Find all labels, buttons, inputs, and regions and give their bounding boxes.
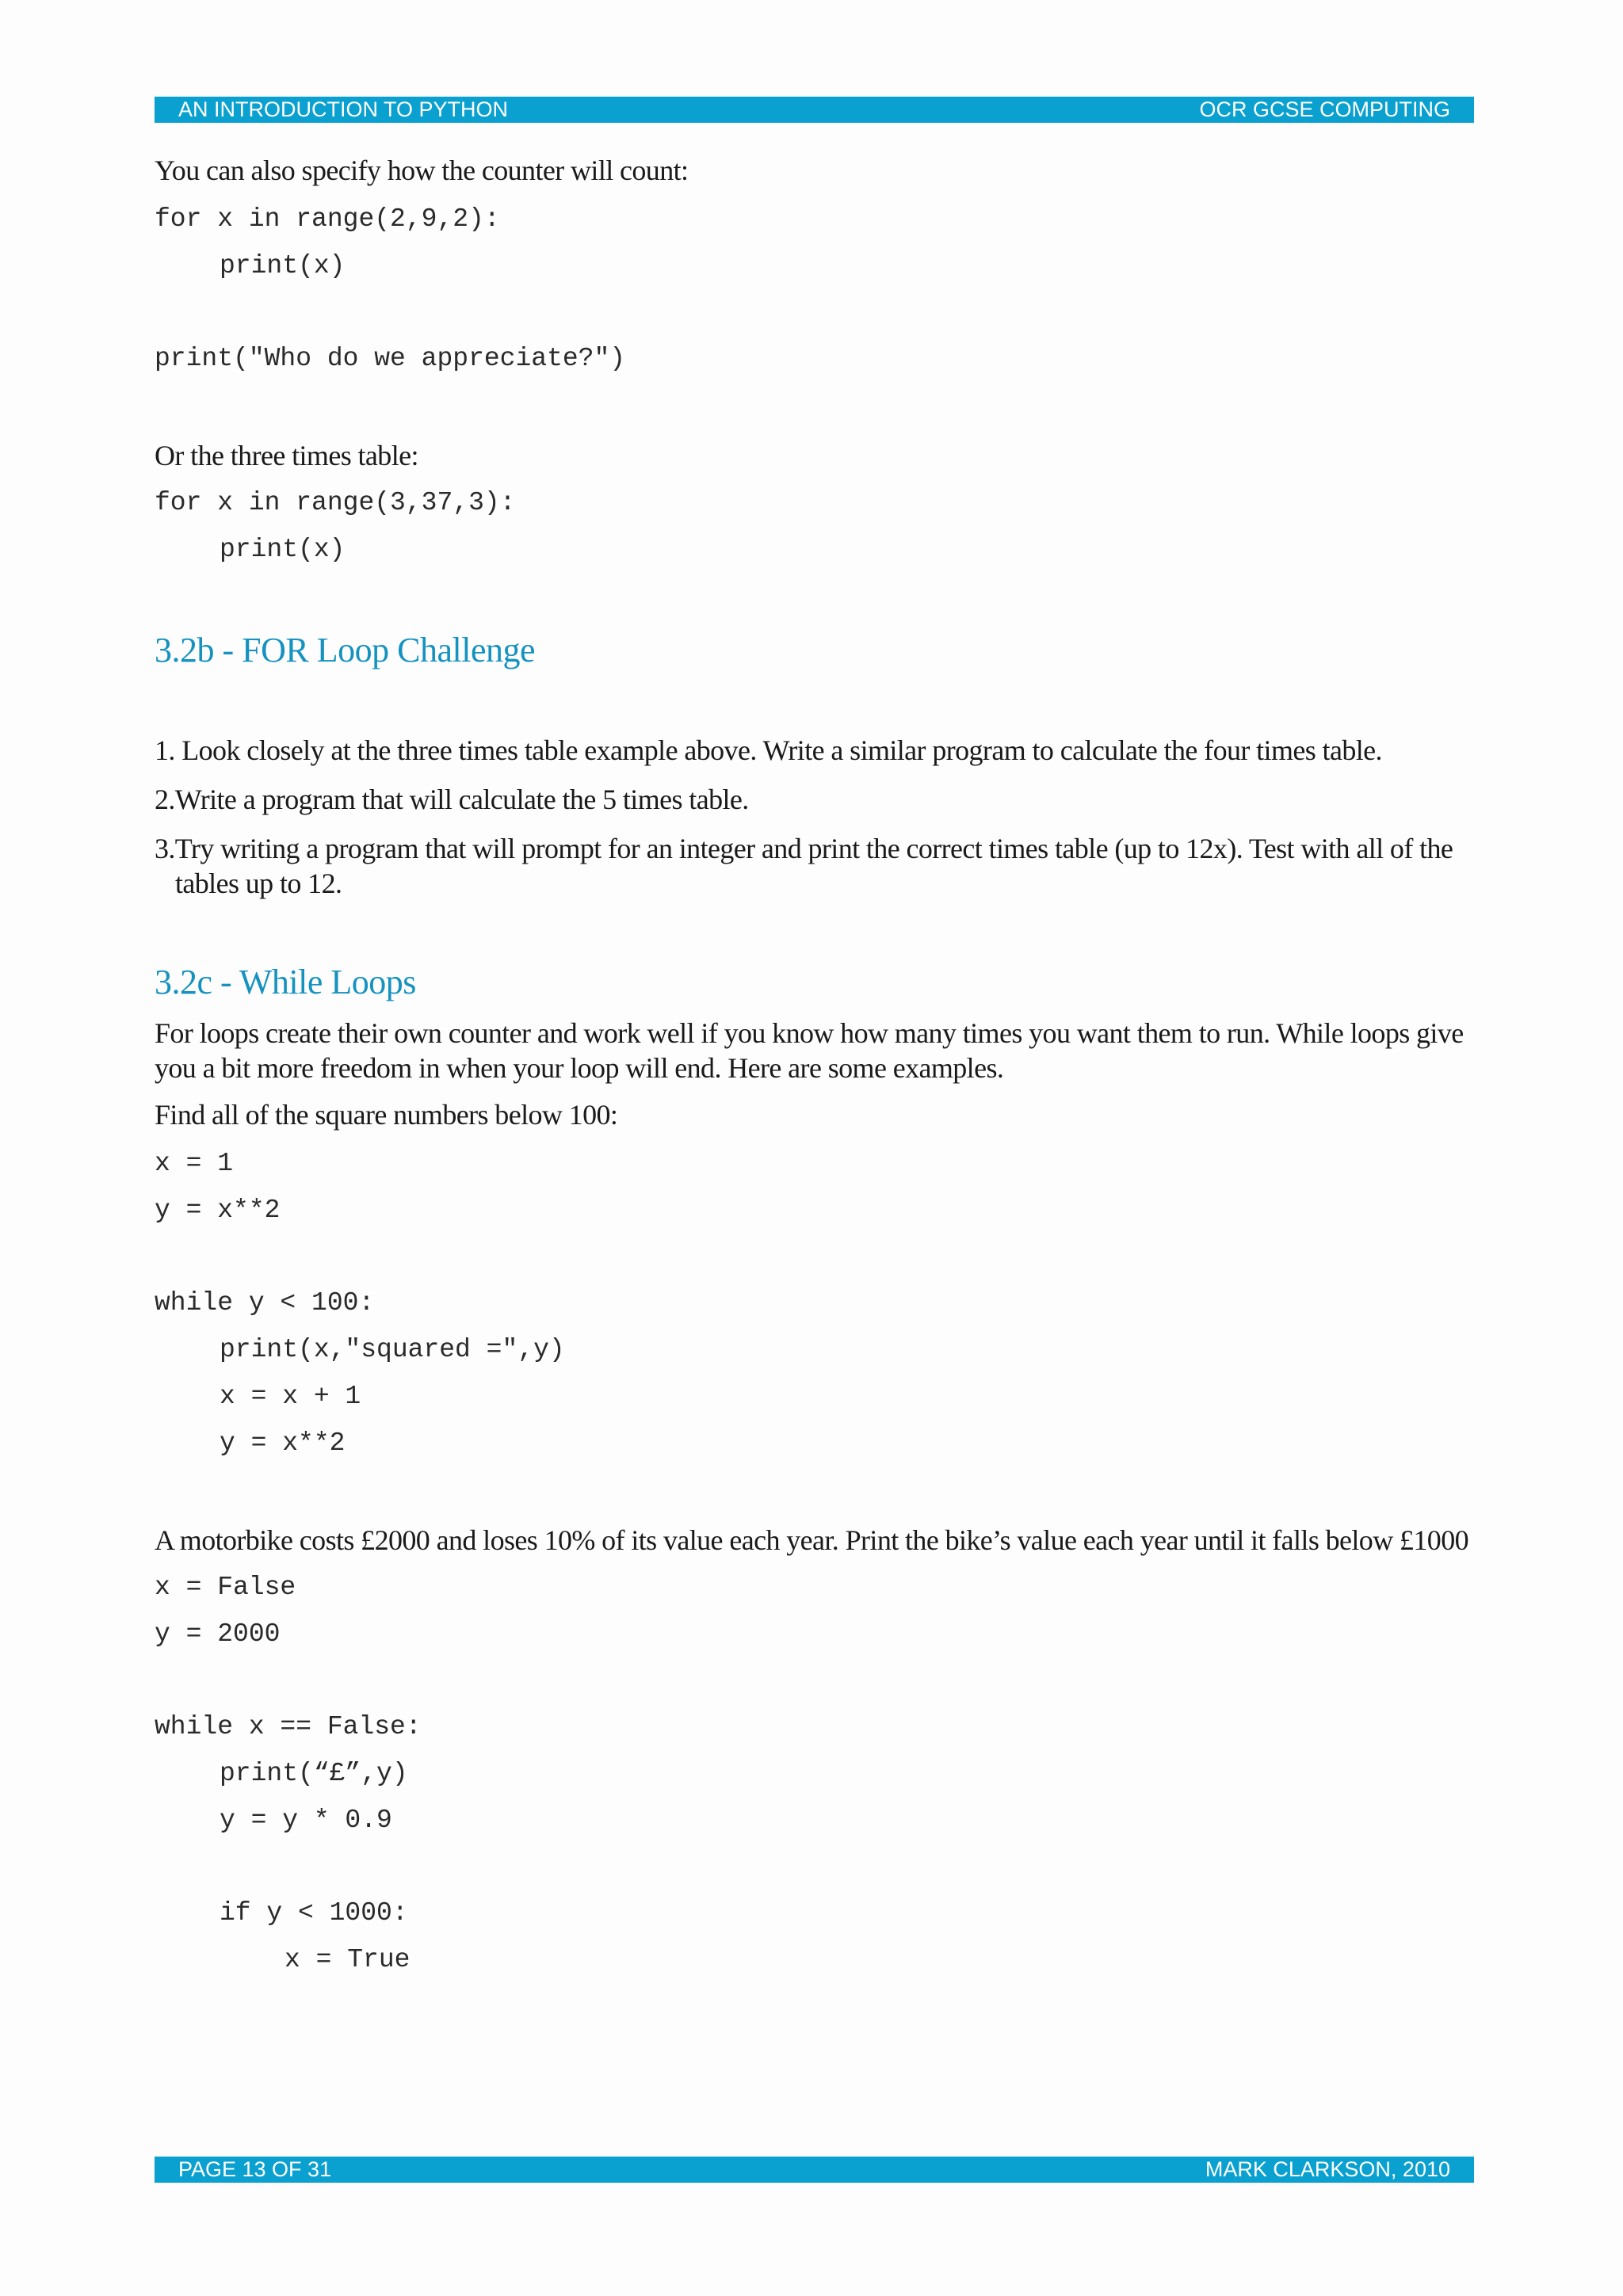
challenge-item: 3.Try writing a program that will prompt for an integer and print the correct times table (up to 12x). Test with all of the tables up to 12. bbox=[155, 833, 1453, 899]
header-course: OCR GCSE COMPUTING bbox=[1199, 97, 1450, 121]
code-line: y = 2000 bbox=[155, 1619, 281, 1649]
code-line: x = True bbox=[285, 1945, 411, 1974]
header-bar bbox=[155, 97, 1474, 123]
code-line: print(x) bbox=[220, 251, 346, 280]
code-line: x = x + 1 bbox=[220, 1382, 361, 1411]
while-intro: For loops create their own counter and work well if you know how many times you want them to run. While loops give you a bit more freedom in when your loop will end. Here are some examples. bbox=[155, 1017, 1464, 1084]
page-number: PAGE 13 OF 31 bbox=[178, 2157, 332, 2181]
code-line: for x in range(3,37,3): bbox=[155, 488, 516, 517]
code-line: while x == False: bbox=[155, 1712, 422, 1741]
code-line: print(x) bbox=[220, 535, 346, 564]
squares-text: Find all of the square numbers below 100: bbox=[155, 1099, 618, 1131]
bike-text: A motorbike costs £2000 and loses 10% of its value each year. Print the bike’s value each year until it falls below £1000 bbox=[155, 1524, 1469, 1556]
challenge-item: 2.Write a program that will calculate the 5 times table. bbox=[155, 784, 749, 815]
challenge-item: 1. Look closely at the three times table example above. Write a similar program to calculate the four times table. bbox=[155, 734, 1382, 766]
intro-text: You can also specify how the counter will count: bbox=[155, 154, 689, 186]
code-line: for x in range(2,9,2): bbox=[155, 204, 500, 234]
author-credit: MARK CLARKSON, 2010 bbox=[1205, 2157, 1450, 2181]
footer-bar bbox=[155, 2157, 1474, 2183]
code-line: y = y * 0.9 bbox=[220, 1806, 392, 1835]
challenge-heading: 3.2b - FOR Loop Challenge bbox=[155, 631, 536, 669]
three-times-text: Or the three times table: bbox=[155, 440, 418, 471]
code-line: print(x,"squared =",y) bbox=[220, 1335, 565, 1364]
code-line: x = False bbox=[155, 1573, 296, 1602]
header-title: AN INTRODUCTION TO PYTHON bbox=[178, 97, 509, 121]
code-line: y = x**2 bbox=[155, 1196, 281, 1225]
code-line: print(“£”,y) bbox=[220, 1759, 408, 1788]
code-line: y = x**2 bbox=[220, 1428, 346, 1458]
code-line: while y < 100: bbox=[155, 1288, 375, 1318]
code-line: x = 1 bbox=[155, 1149, 234, 1178]
while-heading: 3.2c - While Loops bbox=[155, 963, 416, 1001]
code-line: print("Who do we appreciate?") bbox=[155, 344, 626, 373]
code-line: if y < 1000: bbox=[220, 1898, 408, 1928]
